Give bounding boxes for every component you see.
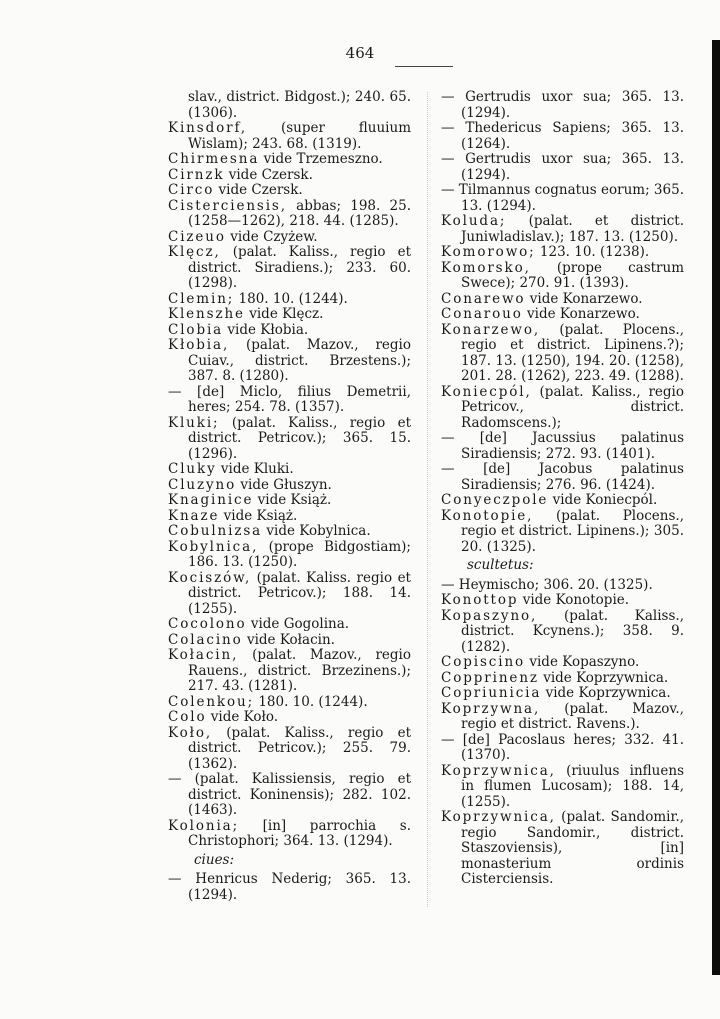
entry-text: (palat. et district. Juniwladislav.); 187. 13. (1250). bbox=[461, 213, 684, 245]
right-column bbox=[441, 90, 684, 888]
entry-text: (riuulus influens in flumen Lucosam); 188. 14, (1255). bbox=[461, 762, 684, 810]
index-entry bbox=[441, 152, 684, 183]
entry-headword: Koprzywnica, bbox=[441, 762, 556, 779]
entry-headword: Cluzyno bbox=[168, 476, 237, 493]
entry-headword: Conarouo bbox=[441, 306, 523, 322]
index-entry bbox=[441, 578, 684, 594]
index-entry bbox=[441, 462, 684, 493]
index-entry bbox=[441, 764, 684, 811]
entry-text: — [de] Pacoslaus heres; 332. 41. (1370). bbox=[441, 731, 684, 763]
index-entry bbox=[441, 121, 684, 152]
index-entry bbox=[441, 509, 684, 556]
index-entry bbox=[168, 121, 411, 152]
page-number: 464 bbox=[345, 44, 375, 62]
entry-headword: Kłobia, bbox=[168, 337, 230, 353]
index-entry bbox=[168, 571, 411, 618]
index-entry bbox=[168, 819, 411, 850]
entry-headword: Copiscino bbox=[441, 654, 526, 670]
entry-headword: Koprzywnica, bbox=[441, 809, 556, 825]
entry-text: — (palat. Kalissiensis, regio et district. Koninensis); 282. 102. (1463). bbox=[168, 771, 411, 818]
entry-headword: Cizeuo bbox=[168, 228, 226, 245]
entry-text: vide Kobylnica. bbox=[262, 523, 371, 539]
index-entry bbox=[168, 726, 411, 773]
index-entry bbox=[168, 648, 411, 695]
entry-text: vide Książ. bbox=[219, 507, 298, 524]
entry-headword: Colo bbox=[168, 709, 207, 725]
entry-headword: Copriunicia bbox=[441, 685, 542, 701]
entry-headword: Koprzywna, bbox=[441, 700, 541, 717]
subheading: ciues: bbox=[194, 851, 235, 868]
entry-headword: Koluda; bbox=[441, 213, 507, 229]
index-entry bbox=[168, 90, 411, 121]
index-entry bbox=[441, 261, 684, 292]
entry-text: vide Książ. bbox=[253, 492, 332, 508]
index-entry bbox=[441, 686, 684, 702]
index-entry bbox=[168, 493, 411, 509]
entry-text: (prope Bidgostiam); 186. 13. (1250). bbox=[188, 538, 411, 570]
index-entry bbox=[168, 230, 411, 246]
entry-text: (palat. Sandomir., regio Sandomir., district. Staszoviensis), [in] monasterium ordinis Cisterciensis. bbox=[461, 809, 684, 887]
entry-text: vide Konotopie. bbox=[518, 592, 630, 608]
entry-text: vide Kłobia. bbox=[223, 321, 309, 338]
index-entry bbox=[168, 307, 411, 323]
entry-headword: Kołacin, bbox=[168, 647, 239, 663]
index-entry bbox=[168, 462, 411, 478]
entry-headword: Konotopie, bbox=[441, 507, 534, 524]
entry-text: (palat. Mazov., regio et district. Ravens.). bbox=[461, 700, 684, 732]
index-entry bbox=[441, 90, 684, 121]
index-entry bbox=[168, 633, 411, 649]
index-entry bbox=[441, 307, 684, 323]
entry-text: vide Koniecpól. bbox=[548, 492, 658, 508]
index-entry bbox=[168, 416, 411, 463]
index-entry bbox=[441, 214, 684, 245]
index-entry bbox=[441, 183, 684, 214]
entry-text: vide Czersk. bbox=[224, 166, 313, 183]
index-entry bbox=[168, 772, 411, 819]
index-entry bbox=[168, 292, 411, 308]
entry-headword: Klęcz, bbox=[168, 244, 221, 260]
index-entry bbox=[168, 199, 411, 230]
index-entry bbox=[441, 609, 684, 656]
entry-text: vide Konarzewo. bbox=[522, 306, 640, 322]
entry-text: — [de] Jacobus palatinus Siradiensis; 276. 96. (1424). bbox=[441, 461, 684, 493]
index-entry bbox=[168, 710, 411, 726]
index-entry bbox=[441, 810, 684, 888]
entry-text: — [de] Miclo, filius Demetrii, heres; 254. 78. (1357). bbox=[168, 383, 411, 415]
index-entry bbox=[441, 733, 684, 764]
entry-text: — Tilmannus cognatus eorum; 365. 13. (1294). bbox=[441, 182, 684, 214]
entry-headword: Kinsdorf, bbox=[168, 120, 248, 136]
entry-headword: Kociszów, bbox=[168, 569, 252, 586]
index-entry bbox=[168, 338, 411, 385]
left-column bbox=[168, 90, 411, 903]
entry-headword: Kolonia; bbox=[168, 817, 240, 834]
subheading: scultetus: bbox=[467, 557, 534, 573]
entry-headword: Klenszhe bbox=[168, 306, 245, 322]
entry-text: (palat. Kaliss., regio et district. Petricov.); 255. 79. (1362). bbox=[188, 724, 411, 772]
index-entry bbox=[168, 695, 411, 711]
index-entry bbox=[168, 385, 411, 416]
entry-text: (palat. Plocens., regio et district. Lipinens.?); 187. 13. (1250), 194. 20. (1258), 201. 28. (1262), 223. 49. (1288). bbox=[461, 321, 684, 384]
entry-headword: Koło, bbox=[168, 724, 213, 741]
index-entry bbox=[168, 323, 411, 339]
entry-headword: Conarewo bbox=[441, 290, 526, 307]
entry-headword: Clemin; bbox=[168, 290, 235, 307]
entry-text: — Gertrudis uxor sua; 365. 13. (1294). bbox=[441, 89, 684, 121]
entry-text: vide Gogolina. bbox=[246, 616, 350, 632]
index-entry bbox=[441, 671, 684, 687]
entry-text: (palat. Kaliss., regio et district. Petricov.); 365. 15. (1296). bbox=[188, 414, 411, 462]
entry-text: 180. 10. (1244). bbox=[254, 693, 368, 710]
entry-headword: Komorsko, bbox=[441, 259, 531, 276]
entry-text: (palat. Kaliss. regio et district. Petricov.); 188. 14. (1255). bbox=[188, 569, 411, 617]
entry-headword: Cluky bbox=[168, 461, 217, 477]
entry-headword: Knaginice bbox=[168, 492, 254, 508]
entry-text: 180. 10. (1244). bbox=[234, 290, 348, 307]
index-entry bbox=[441, 431, 684, 462]
entry-headword: Conyeczpole bbox=[441, 492, 549, 508]
entry-text: (prope castrum Swece); 270. 91. (1393). bbox=[461, 259, 684, 291]
entry-text: (palat. Plocens., regio et district. Lipinens.); 305. 20. (1325). bbox=[461, 507, 684, 555]
entry-text: (palat. Kaliss., regio Petricov., district. Radomscens.); bbox=[461, 383, 684, 431]
entry-text: (palat. Kaliss., regio et district. Siradiens.); 233. 60. (1298). bbox=[188, 244, 411, 291]
entry-text: (palat. Mazov., regio Cuiav., district. Brzestens.); 387. 8. (1280). bbox=[188, 337, 411, 384]
entry-text: vide Koprzywnica. bbox=[541, 685, 671, 701]
entry-text: slav., district. Bidgost.); 240. 65. (1306). bbox=[188, 89, 411, 121]
entry-headword: Cobulnizsa bbox=[168, 523, 263, 539]
index-entry bbox=[168, 617, 411, 633]
index-entry bbox=[441, 323, 684, 385]
entry-headword: Copprinenz bbox=[441, 669, 539, 686]
entry-text: vide Czyżew. bbox=[225, 228, 318, 245]
index-entry bbox=[168, 524, 411, 540]
entry-text: [in] parrochia s. Christophori; 364. 13. (1294). bbox=[188, 817, 411, 849]
entry-headword: Clobia bbox=[168, 321, 224, 338]
entry-text: (palat. Kaliss., district. Kcynens.); 358. 9. (1282). bbox=[461, 607, 684, 655]
index-entry bbox=[441, 593, 684, 609]
index-entry bbox=[168, 509, 411, 525]
entry-text: (palat. Mazov., regio Rauens., district. Brzezinens.); 217. 43. (1281). bbox=[188, 647, 411, 694]
entry-headword: Kopaszyno, bbox=[441, 607, 538, 624]
index-entry bbox=[168, 245, 411, 292]
index-entry bbox=[168, 478, 411, 494]
entry-headword: Chirmesna bbox=[168, 151, 260, 167]
entry-text: vide Kołacin. bbox=[242, 631, 335, 648]
entry-headword: Knaze bbox=[168, 507, 220, 524]
entry-text: 123. 10. (1238). bbox=[535, 244, 650, 260]
index-entry bbox=[168, 168, 411, 184]
header-rule bbox=[395, 66, 453, 67]
entry-headword: Komorowo; bbox=[441, 244, 536, 260]
entry-headword: Colenkou; bbox=[168, 693, 255, 710]
entry-text: vide Głuszyn. bbox=[236, 476, 332, 493]
index-entry bbox=[441, 493, 684, 509]
entry-headword: Colacino bbox=[168, 631, 243, 648]
index-entry bbox=[441, 655, 684, 671]
entry-text: — Heymischo; 306. 20. (1325). bbox=[441, 576, 653, 593]
index-entry bbox=[441, 245, 684, 261]
entry-text: vide Kopaszyno. bbox=[525, 654, 640, 670]
index-entry bbox=[168, 540, 411, 571]
entry-text: vide Koprzywnica. bbox=[538, 669, 669, 686]
entry-headword: Kobylnica, bbox=[168, 538, 259, 555]
entry-text: vide Klęcz. bbox=[244, 306, 324, 322]
entry-headword: Konarzewo, bbox=[441, 321, 541, 338]
entry-text: — Henricus Nederig; 365. 13. (1294). bbox=[168, 871, 411, 903]
entry-text: vide Trzemeszno. bbox=[259, 151, 383, 167]
entry-text: abbas; 198. 25. (1258—1262), 218. 44. (1285). bbox=[188, 197, 411, 229]
entry-text: (super fluuium Wislam); 243. 68. (1319). bbox=[188, 120, 411, 152]
entry-text: vide Kluki. bbox=[216, 461, 294, 477]
index-entry bbox=[441, 292, 684, 308]
index-entry bbox=[168, 152, 411, 168]
index-entry bbox=[441, 702, 684, 733]
index-entry bbox=[168, 183, 411, 199]
entry-headword: Circo bbox=[168, 182, 215, 198]
entry-headword: Cisterciensis, bbox=[168, 197, 287, 214]
entry-headword: Koniecpól, bbox=[441, 383, 532, 400]
entry-headword: Cocolono bbox=[168, 616, 247, 632]
entry-text: vide Koło. bbox=[206, 709, 279, 725]
entry-text: — [de] Jacussius palatinus Siradiensis; 272. 93. (1401). bbox=[441, 430, 684, 462]
entry-text: — Thedericus Sapiens; 365. 13. (1264). bbox=[441, 120, 684, 152]
index-entry bbox=[441, 385, 684, 432]
entry-text: vide Konarzewo. bbox=[525, 290, 643, 307]
page-edge-bar bbox=[712, 40, 720, 975]
entry-headword: Konottop bbox=[441, 592, 519, 608]
entry-headword: Kluki; bbox=[168, 414, 220, 431]
entry-headword: Cirnzk bbox=[168, 166, 225, 183]
entry-text: — Gertrudis uxor sua; 365. 13. (1294). bbox=[441, 151, 684, 183]
index-entry bbox=[168, 872, 411, 903]
column-divider bbox=[427, 92, 428, 907]
entry-text: vide Czersk. bbox=[214, 182, 303, 198]
